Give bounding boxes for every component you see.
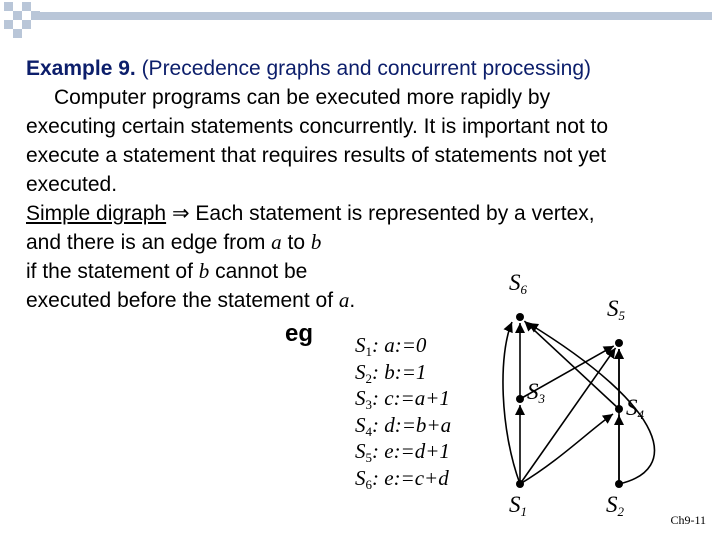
statement-code: : b:=1 (372, 359, 427, 384)
var-a: a (338, 288, 350, 312)
statement-name: S (355, 359, 366, 384)
graph-vertex-s5 (615, 339, 623, 347)
statement-index: 2 (365, 370, 372, 386)
graph-vertex-s4 (615, 405, 623, 413)
statement-code: : e:=d+1 (372, 439, 450, 463)
graph-edge-s1-s4 (520, 414, 613, 484)
vertex-label-s3 (527, 379, 545, 405)
vertex-index: 3 (538, 391, 545, 406)
slide-number: Ch9-11 (670, 513, 706, 527)
vertex-label-s1 (509, 492, 527, 518)
graph-vertex-s2 (615, 480, 623, 488)
var-b: b (310, 230, 322, 254)
vertex-name: S (606, 492, 618, 517)
exec-pre-text: executed before the statement of (26, 289, 339, 312)
example-title: (Precedence graphs and concurrent processing) (135, 57, 591, 80)
vertex-index: 2 (617, 504, 624, 519)
text-line: executing certain statements concurrently. It is important not to (26, 115, 609, 138)
edge-to-text: to (281, 231, 311, 254)
exec-post-text: . (349, 289, 356, 312)
vertex-index: 6 (520, 282, 527, 297)
graph-edge-s1-s5 (520, 348, 616, 484)
vertex-name: S (607, 296, 619, 321)
statement-index: 3 (365, 397, 372, 412)
statement-name: S (355, 465, 366, 490)
digraph-def-text: Each statement is represented by a vertex, (189, 202, 595, 225)
graph-vertex-s6 (516, 313, 524, 321)
graph-vertex-s3 (516, 395, 524, 403)
vertex-name: S (509, 492, 521, 517)
vertex-label-s6 (509, 270, 527, 296)
graph-vertex-s1 (516, 480, 524, 488)
text-line: execute a statement that requires results of statements not yet (26, 144, 607, 167)
vertex-index: 1 (520, 504, 527, 519)
example-label: Example 9. (26, 57, 136, 80)
graph-edge-s1-s6 (503, 322, 520, 484)
digraph-term: Simple digraph (26, 202, 167, 225)
statement-index: 5 (365, 450, 372, 465)
statement-name: S (355, 386, 366, 410)
implies-icon: ⇒ (171, 202, 190, 225)
statement-name: S (355, 333, 366, 357)
statement-code: : c:=a+1 (372, 386, 450, 410)
var-a: a (271, 230, 282, 254)
var-b: b (198, 259, 210, 283)
statement-code: : a:=0 (372, 333, 427, 357)
statement-index: 1 (365, 344, 372, 359)
vertex-index: 4 (637, 407, 644, 422)
statement-name: S (355, 412, 366, 437)
eg-label: eg (285, 320, 314, 347)
text-line: executed. (26, 173, 118, 196)
statement-code: : d:=b+a (372, 412, 452, 437)
vertex-index: 5 (618, 308, 625, 323)
vertex-name: S (509, 270, 521, 295)
statement-code: : e:=c+d (372, 465, 449, 490)
statement-index: 4 (365, 423, 372, 439)
text-line: Computer programs can be executed more rapidly by (54, 86, 551, 109)
cond-pre-text: if the statement of (26, 260, 199, 283)
cond-post-text: cannot be (209, 260, 308, 283)
vertex-label-s5 (607, 296, 625, 322)
vertex-name: S (626, 395, 638, 420)
vertex-name: S (527, 379, 539, 404)
statement-index: 6 (365, 476, 372, 492)
vertex-label-s2 (606, 492, 624, 518)
edge-pre-text: and there is an edge from (26, 231, 272, 254)
vertex-label-s4 (626, 395, 644, 421)
statement-name: S (355, 439, 366, 463)
